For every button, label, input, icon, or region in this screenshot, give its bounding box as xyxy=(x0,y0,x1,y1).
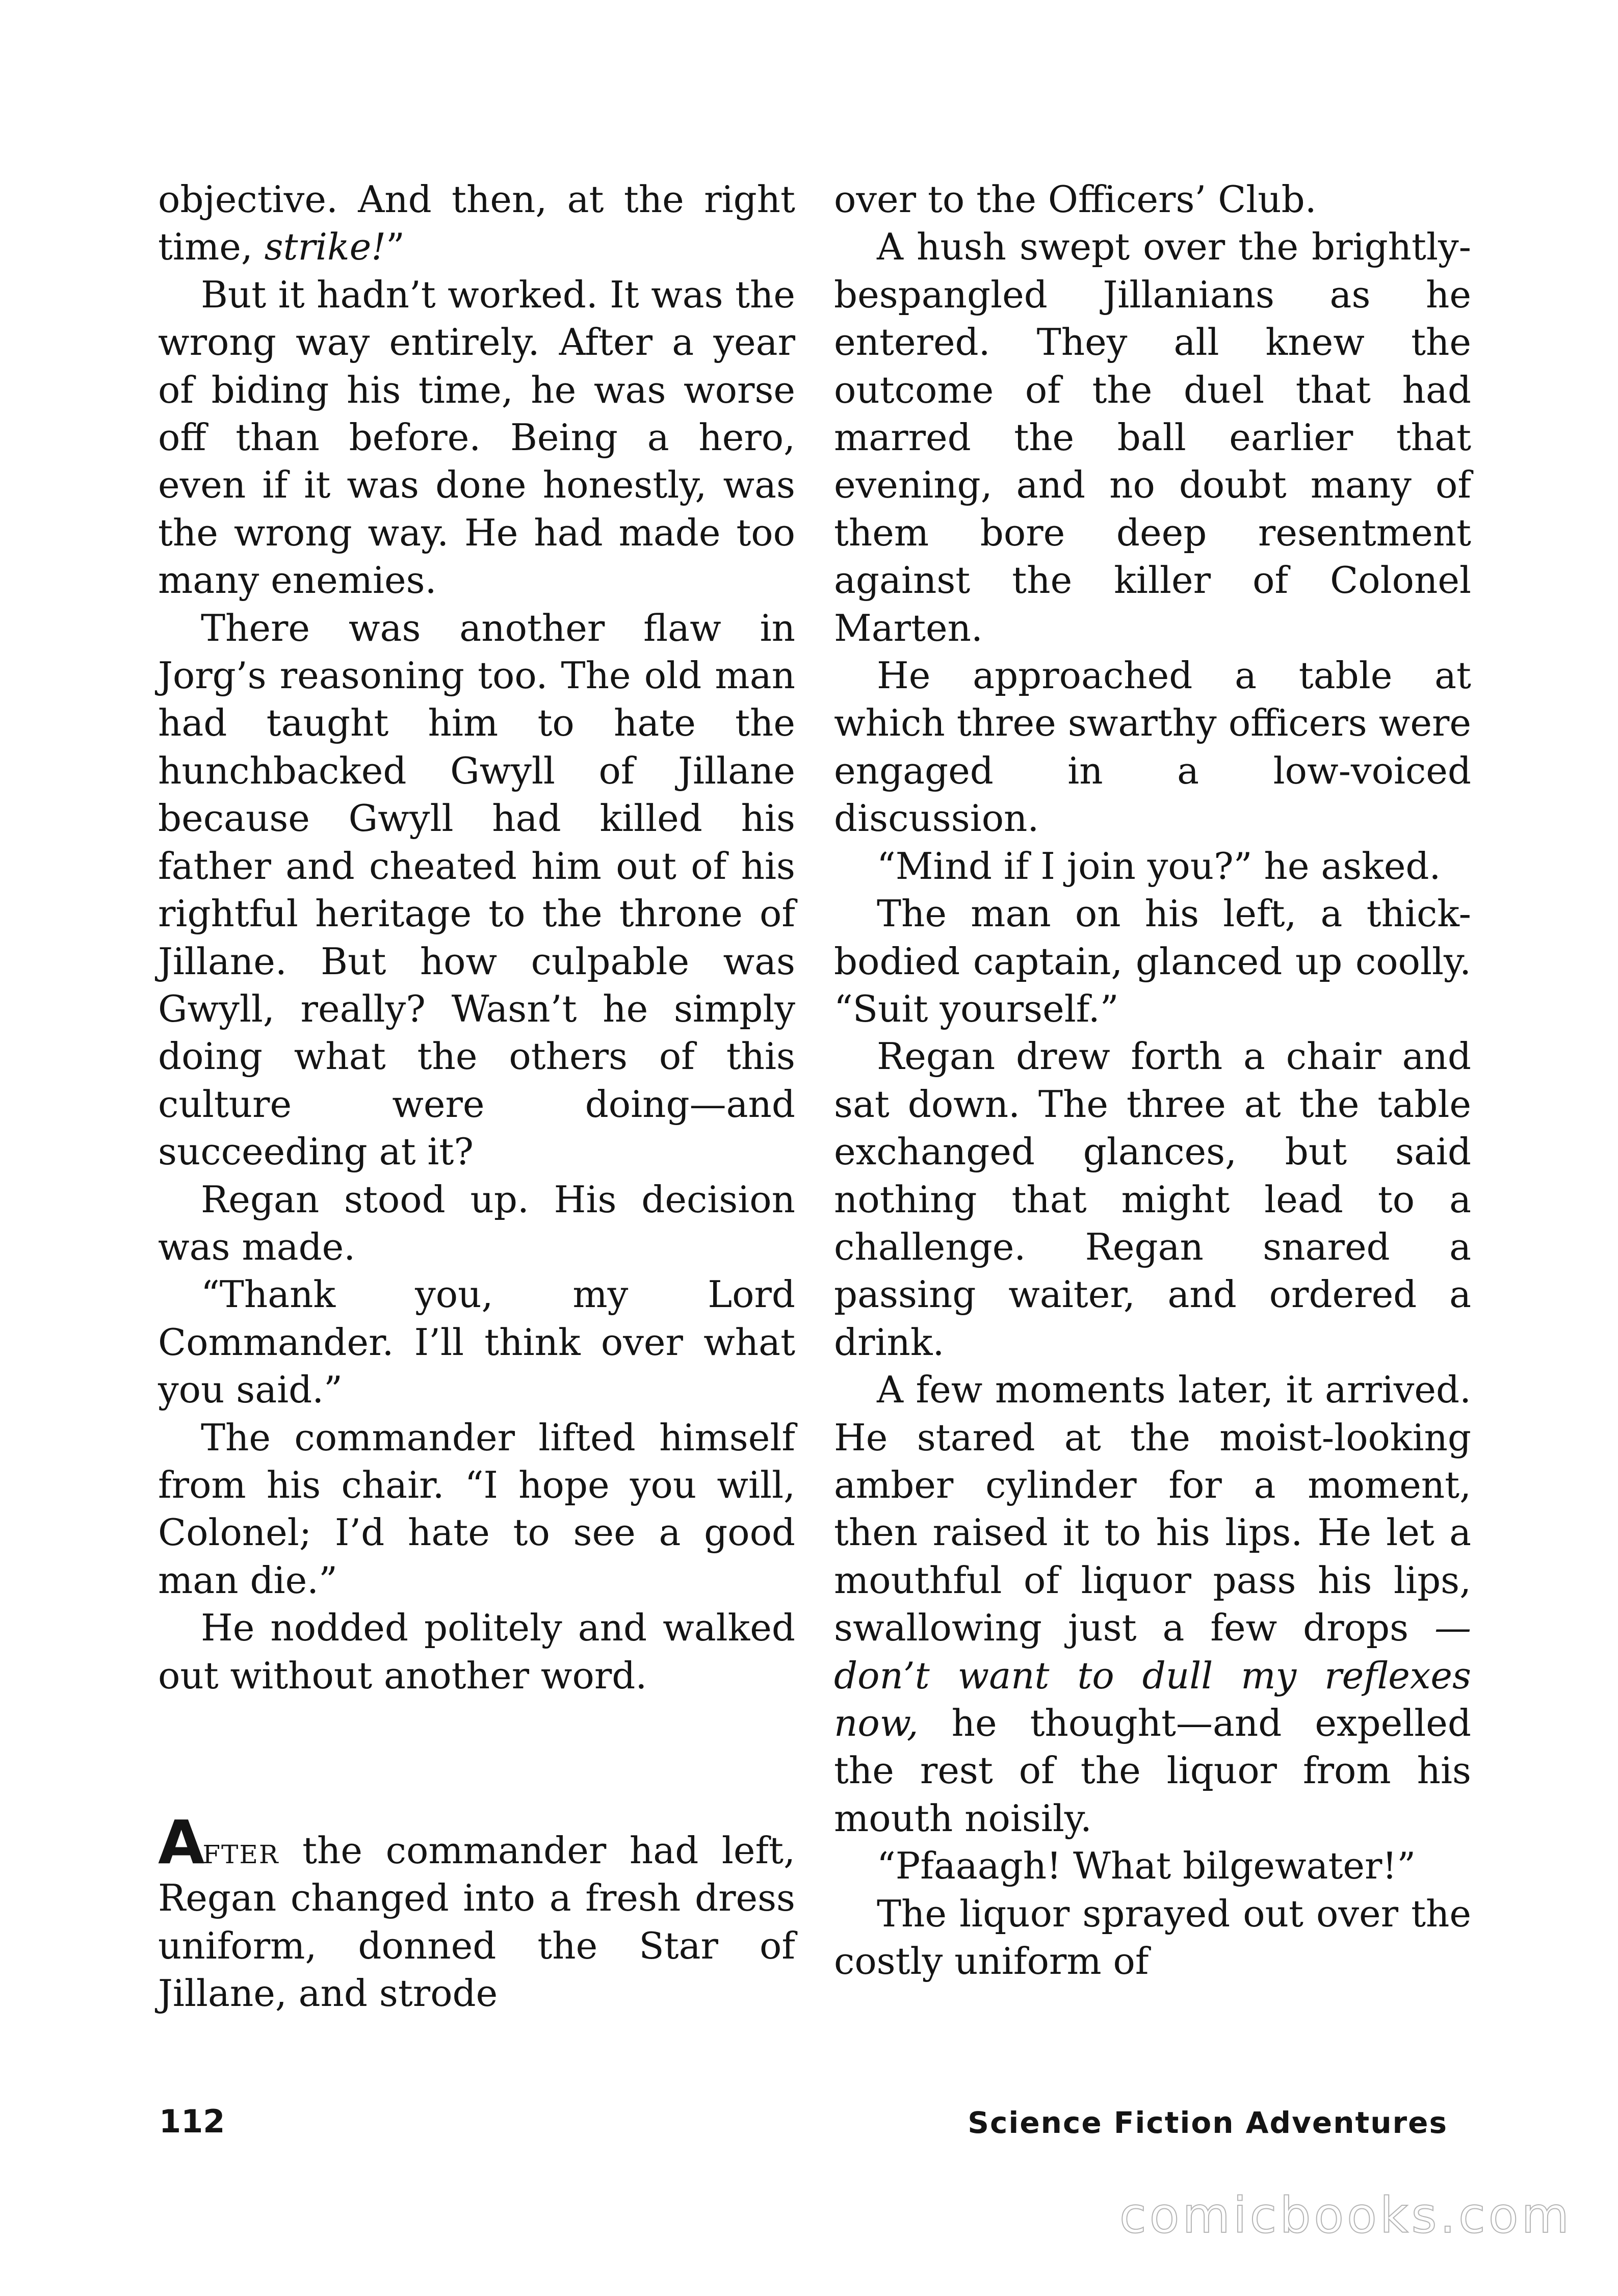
paragraph: The commander lifted himself from his chair. “I hope you will, Colonel; I’d hate to see a good man die.” xyxy=(158,1416,795,1602)
paragraph: A hush swept over the brightly-bespangled Jillanians as he entered. They all knew the outcome of the duel that had marred the ball earlier that evening, and no doubt many of them bore deep resentment against the killer of Colonel Marten. xyxy=(834,225,1471,649)
paragraph xyxy=(834,1366,1471,1842)
drop-cap: A xyxy=(158,1807,203,1877)
paragraph: over to the Officers’ Club. xyxy=(834,178,1317,221)
paragraph xyxy=(158,176,795,271)
italic-text: strike! xyxy=(264,225,386,269)
paragraph-text: the commander had left, Regan changed into a fresh dress uniform, donned the Star of Jillane, and strode xyxy=(158,1829,795,2015)
right-text-column xyxy=(834,176,1471,1985)
italic-text: —don’t want to dull my reflexes now, xyxy=(834,1606,1471,1744)
left-text-column xyxy=(158,176,795,2018)
paragraph: He approached a table at which three swarthy officers were engaged in a low-voiced discussion. xyxy=(834,654,1471,840)
paragraph: “Pfaaagh! What bilgewater!” xyxy=(877,1844,1416,1888)
paragraph: There was another flaw in Jorg’s reasoning too. The old man had taught him to hate the hunchbacked Gwyll of Jillane because Gwyll had killed his father and cheated him out of his rightful heritage to the throne of Jillane. But how culpable was Gwyll, really? Wasn’t he simply doing what the others of this culture were doing—and succeeding at it? xyxy=(158,606,795,1173)
closing-quote: ” xyxy=(386,225,405,269)
paragraph: The man on his left, a thick-bodied captain, glanced up coolly. “Suit yourself.” xyxy=(834,892,1471,1030)
page-number: 112 xyxy=(159,2103,225,2140)
paragraph: “Mind if I join you?” he asked. xyxy=(877,844,1441,888)
section-break xyxy=(158,1700,795,1822)
watermark: comicbooks.com xyxy=(1119,2187,1572,2244)
paragraph: Regan drew forth a chair and sat down. The three at the table exchanged glances, but said nothing that might lead to a challenge. Regan snared a passing waiter, and ordered a drink. xyxy=(834,1035,1471,1364)
paragraph: “Thank you, my Lord Commander. I’ll think over what you said.” xyxy=(158,1273,795,1412)
section-opening-paragraph xyxy=(158,1807,795,2018)
small-caps-lead: fter xyxy=(202,1829,279,1872)
paragraph-text: he thought—and expelled the rest of the liquor from his mouth noisily. xyxy=(834,1702,1471,1840)
paragraph: But it hadn’t worked. It was the wrong way entirely. After a year of biding his time, he was worse off than before. Being a hero, even if it was done honestly, was the wrong way. He had made too many enemies. xyxy=(158,273,795,602)
paragraph: Regan stood up. His decision was made. xyxy=(158,1178,795,1268)
paragraph: He nodded politely and walked out without another word. xyxy=(158,1606,795,1697)
paragraph-text: objective. And then, at the right time, xyxy=(158,178,795,269)
paragraph: The liquor sprayed out over the costly uniform of xyxy=(834,1892,1471,1983)
magazine-title: Science Fiction Adventures xyxy=(968,2105,1448,2140)
paragraph-text: A few moments later, it arrived. He stared at the moist-looking amber cylinder for a moment, then raised it to his lips. He let a mouthful of liquor pass his lips, swallowing just a few drops xyxy=(834,1368,1471,1650)
